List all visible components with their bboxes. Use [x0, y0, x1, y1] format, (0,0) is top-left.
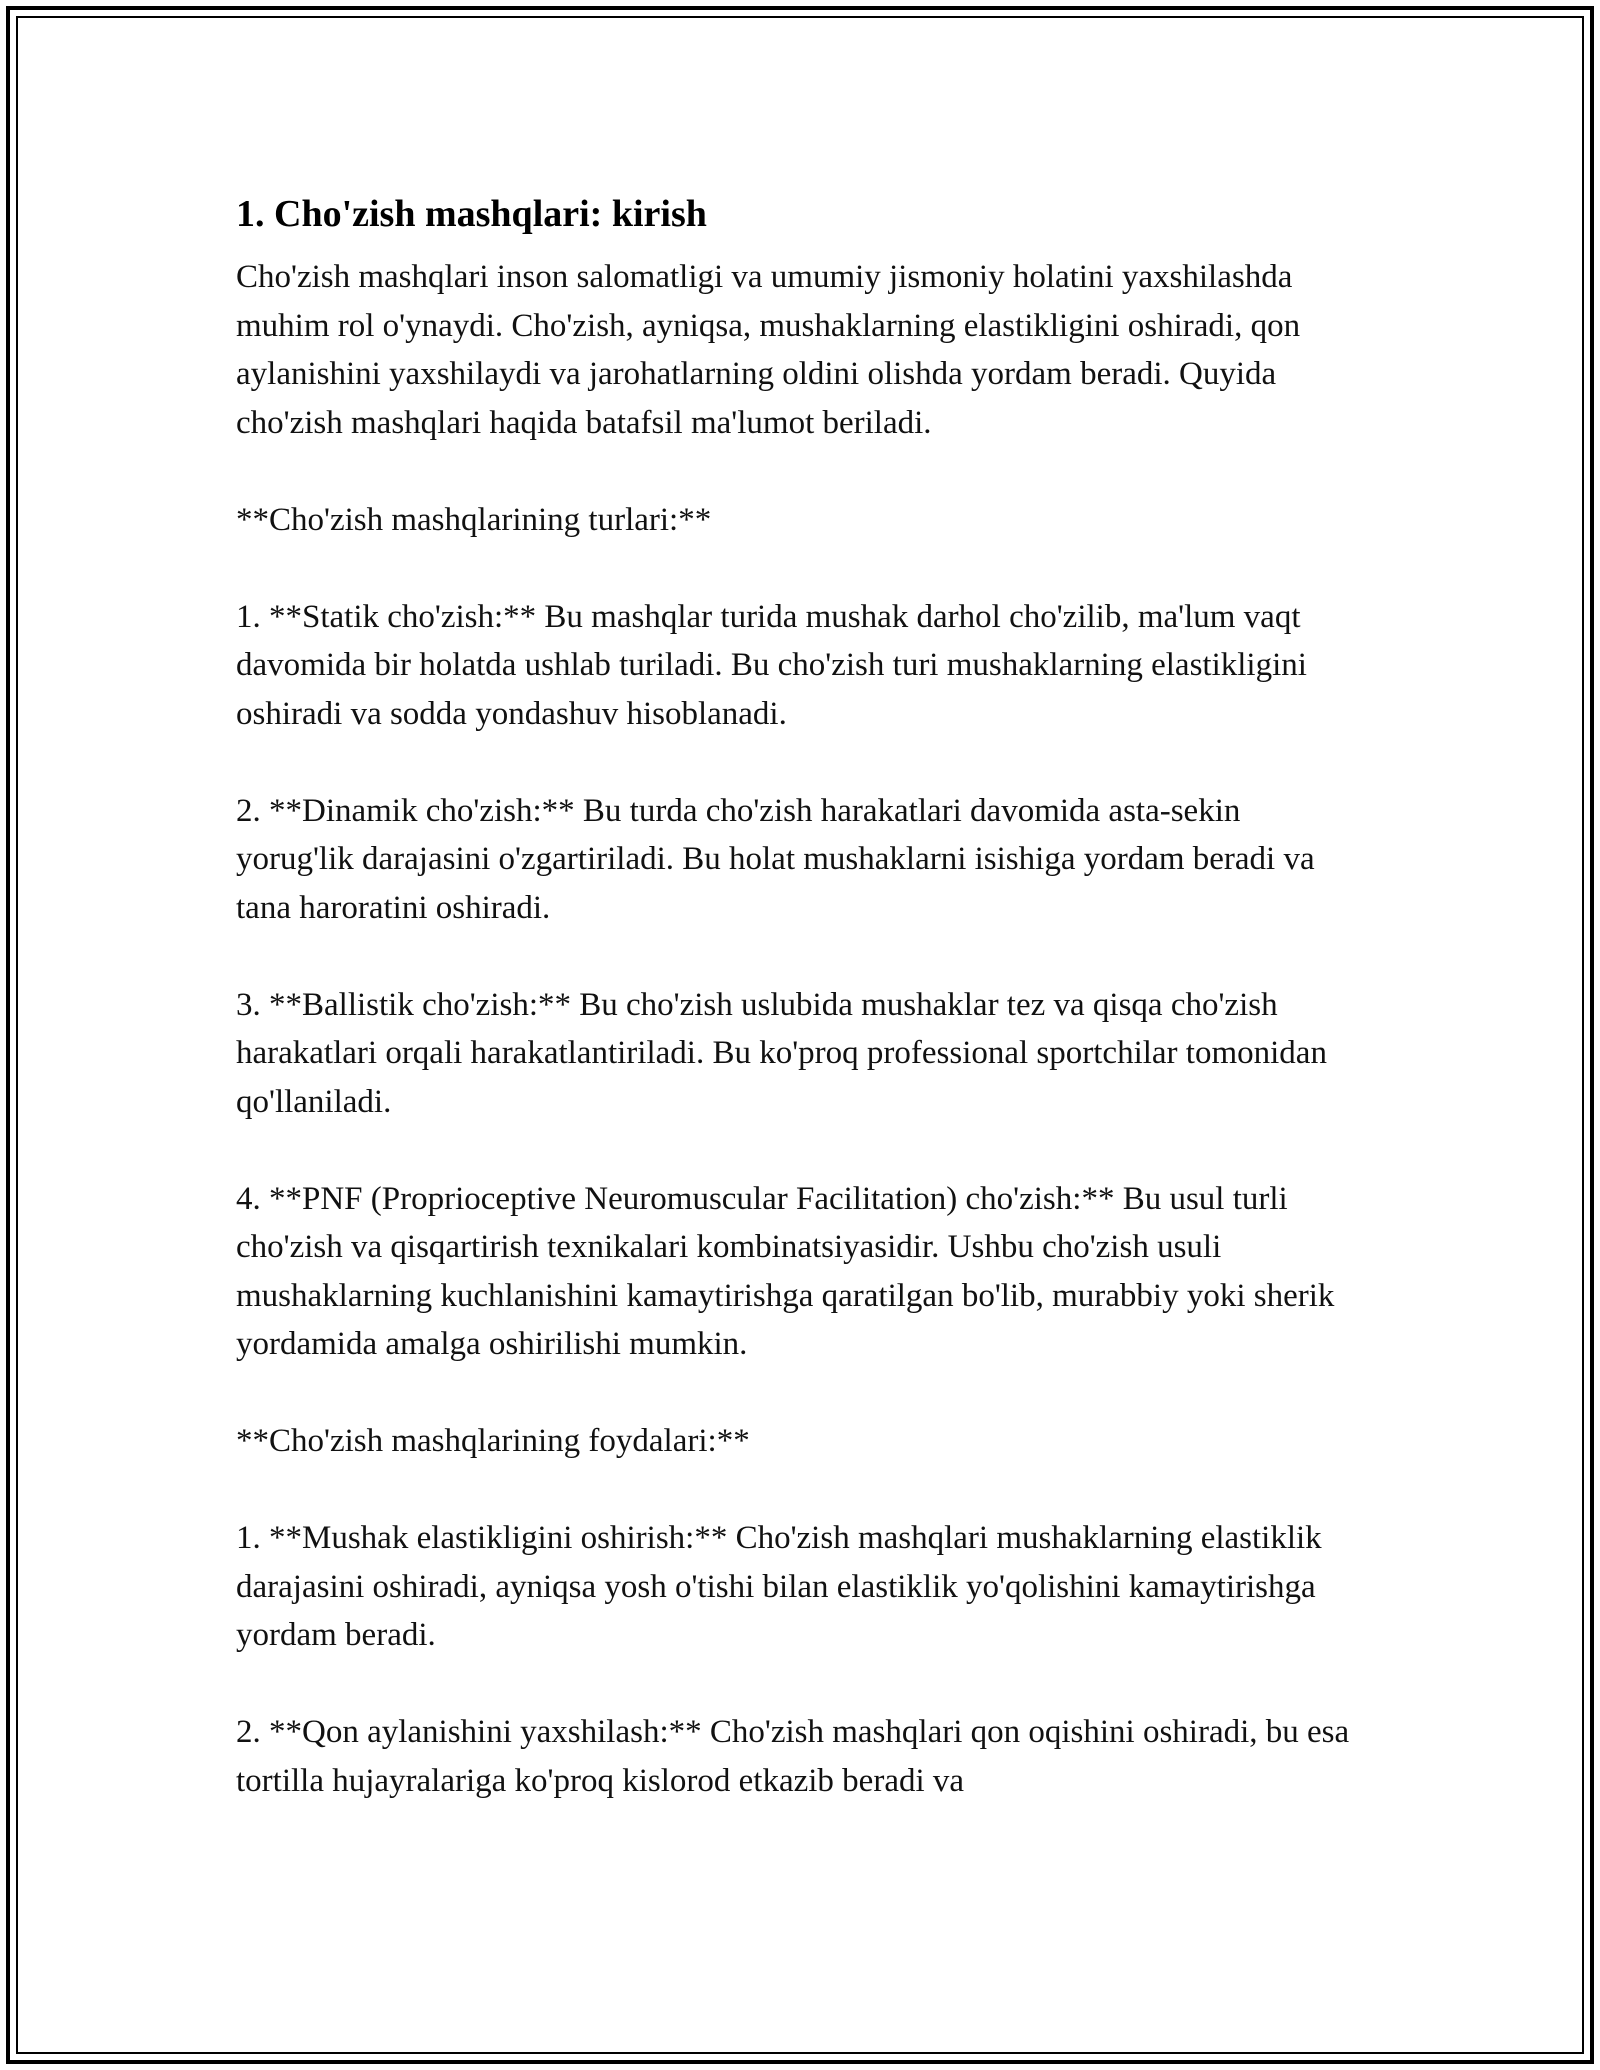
section-heading: 1. Cho'zish mashqlari: kirish [236, 193, 707, 235]
benefit-elasticity-paragraph: 1. **Mushak elastikligini oshirish:** Cho'zish mashqlari mushaklarning elastiklik darajasini oshiradi, ayniqsa yosh o'tishi bilan elastiklik yo'qolishini kamaytirishga yordam beradi. [236, 1520, 1322, 1653]
benefit-circulation-paragraph: 2. **Qon aylanishini yaxshilash:** Cho'zish mashqlari qon oqishini oshiradi, bu esa tortilla hujayralariga ko'proq kislorod etkazib beradi va [236, 1714, 1350, 1799]
type-pnf-paragraph: 4. **PNF (Proprioceptive Neuromuscular Facilitation) cho'zish:** Bu usul turli cho'zish va qisqartirish texnikalari kombinatsiyasidir. Ushbu cho'zish usuli mushaklarning kuchlanishini kamaytirishga qaratilgan bo'lib, murabbiy yoki sherik yordamida amalga oshirilishi mumkin. [236, 1180, 1335, 1362]
intro-paragraph: Cho'zish mashqlari inson salomatligi va umumiy jismoniy holatini yaxshilashda muhim rol o'ynaydi. Cho'zish, ayniqsa, mushaklarning elastikligini oshiradi, qon aylanishini yaxshilaydi va jarohatlarning oldini olishda yordam beradi. Quyida cho'zish mashqlari haqida batafsil ma'lumot beriladi. [236, 259, 1301, 441]
type-dynamic-paragraph: 2. **Dinamik cho'zish:** Bu turda cho'zish harakatlari davomida asta-sekin yorug'lik darajasini o'zgartiriladi. Bu holat mushaklarni isishiga yordam beradi va tana haroratini oshiradi. [236, 792, 1315, 926]
type-ballistic-paragraph: 3. **Ballistik cho'zish:** Bu cho'zish uslubida mushaklar tez va qisqa cho'zish harakatlari orqali harakatlantiriladi. Bu ko'proq professional sportchilar tomonidan qo'llaniladi. [236, 986, 1327, 1120]
type-static-paragraph: 1. **Statik cho'zish:** Bu mashqlar turida mushak darhol cho'zilib, ma'lum vaqt davomida bir holatda ushlab turiladi. Bu cho'zish turi mushaklarning elastikligini oshiradi va sodda yondashuv hisoblanadi. [236, 598, 1307, 732]
document-page [236, 185, 1366, 1854]
benefits-subheading: **Cho'zish mashqlarining foydalari:** [236, 1423, 750, 1459]
types-subheading: **Cho'zish mashqlarining turlari:** [236, 501, 712, 538]
